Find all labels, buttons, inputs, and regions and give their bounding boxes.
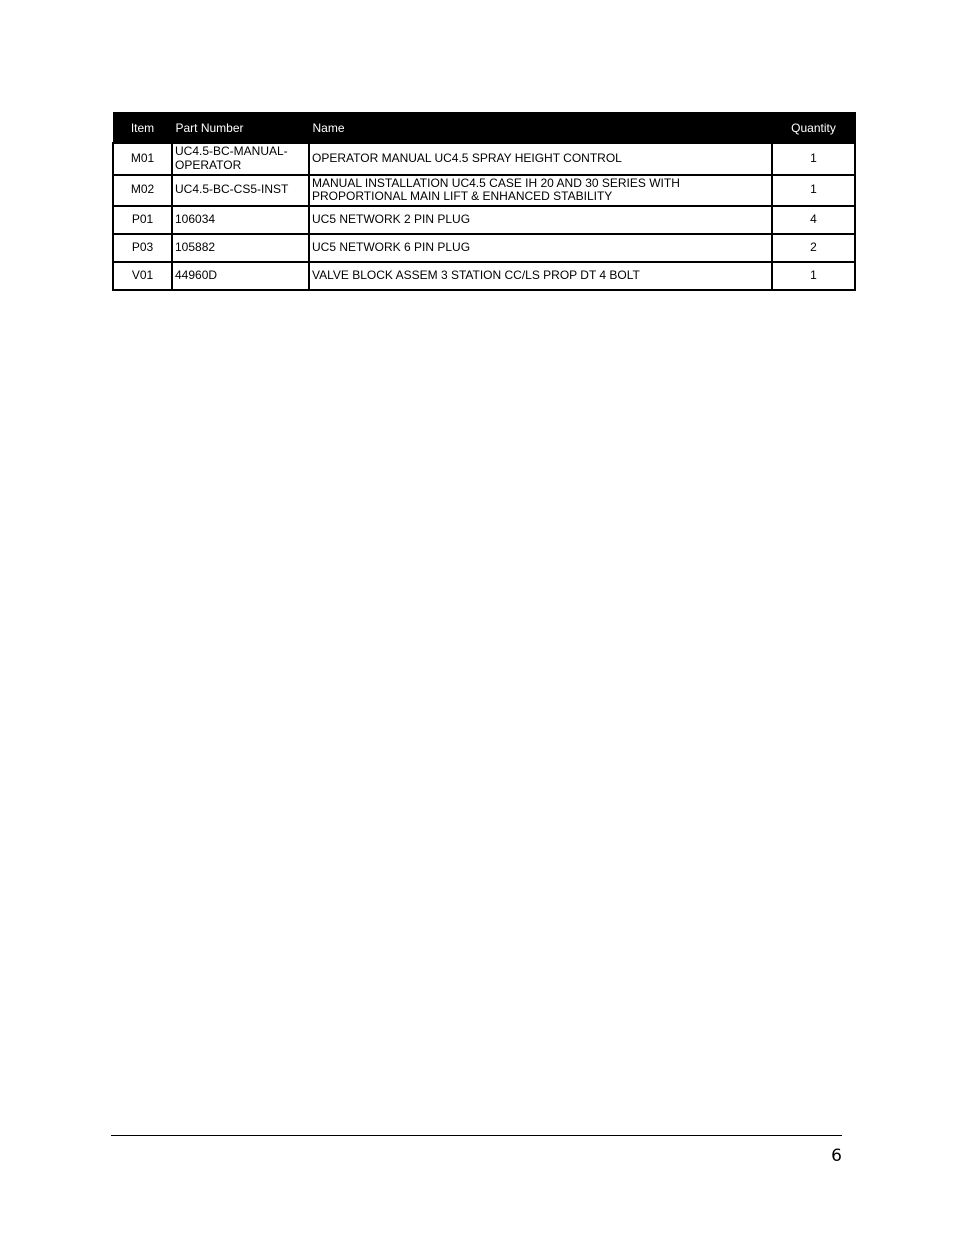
cell-name: UC5 NETWORK 2 PIN PLUG [309, 206, 772, 234]
cell-part-number: 105882 [172, 234, 309, 262]
cell-item: P01 [113, 206, 172, 234]
table-header-row [113, 113, 855, 144]
cell-quantity: 1 [772, 262, 855, 290]
table-row [113, 262, 855, 290]
table-row [113, 175, 855, 207]
header-item: Item [113, 113, 172, 144]
header-quantity: Quantity [772, 113, 855, 144]
cell-quantity: 2 [772, 234, 855, 262]
cell-item: M02 [113, 175, 172, 207]
header-name: Name [309, 113, 772, 144]
parts-table [112, 112, 856, 291]
cell-part-number: 106034 [172, 206, 309, 234]
cell-quantity: 1 [772, 175, 855, 207]
cell-name: UC5 NETWORK 6 PIN PLUG [309, 234, 772, 262]
cell-quantity: 1 [772, 143, 855, 175]
footer-divider [111, 1135, 842, 1136]
cell-item: V01 [113, 262, 172, 290]
table-row [113, 206, 855, 234]
cell-quantity: 4 [772, 206, 855, 234]
cell-item: P03 [113, 234, 172, 262]
cell-name: MANUAL INSTALLATION UC4.5 CASE IH 20 AND 30 SERIES WITH PROPORTIONAL MAIN LIFT & ENHANCED STABILITY [309, 175, 772, 207]
cell-part-number: UC4.5-BC-MANUAL-OPERATOR [172, 143, 309, 175]
cell-part-number: 44960D [172, 262, 309, 290]
cell-name: OPERATOR MANUAL UC4.5 SPRAY HEIGHT CONTROL [309, 143, 772, 175]
cell-part-number: UC4.5-BC-CS5-INST [172, 175, 309, 207]
table-row [113, 143, 855, 175]
header-part-number: Part Number [172, 113, 309, 144]
page-number: 6 [831, 1146, 842, 1166]
cell-name: VALVE BLOCK ASSEM 3 STATION CC/LS PROP DT 4 BOLT [309, 262, 772, 290]
cell-item: M01 [113, 143, 172, 175]
table-row [113, 234, 855, 262]
